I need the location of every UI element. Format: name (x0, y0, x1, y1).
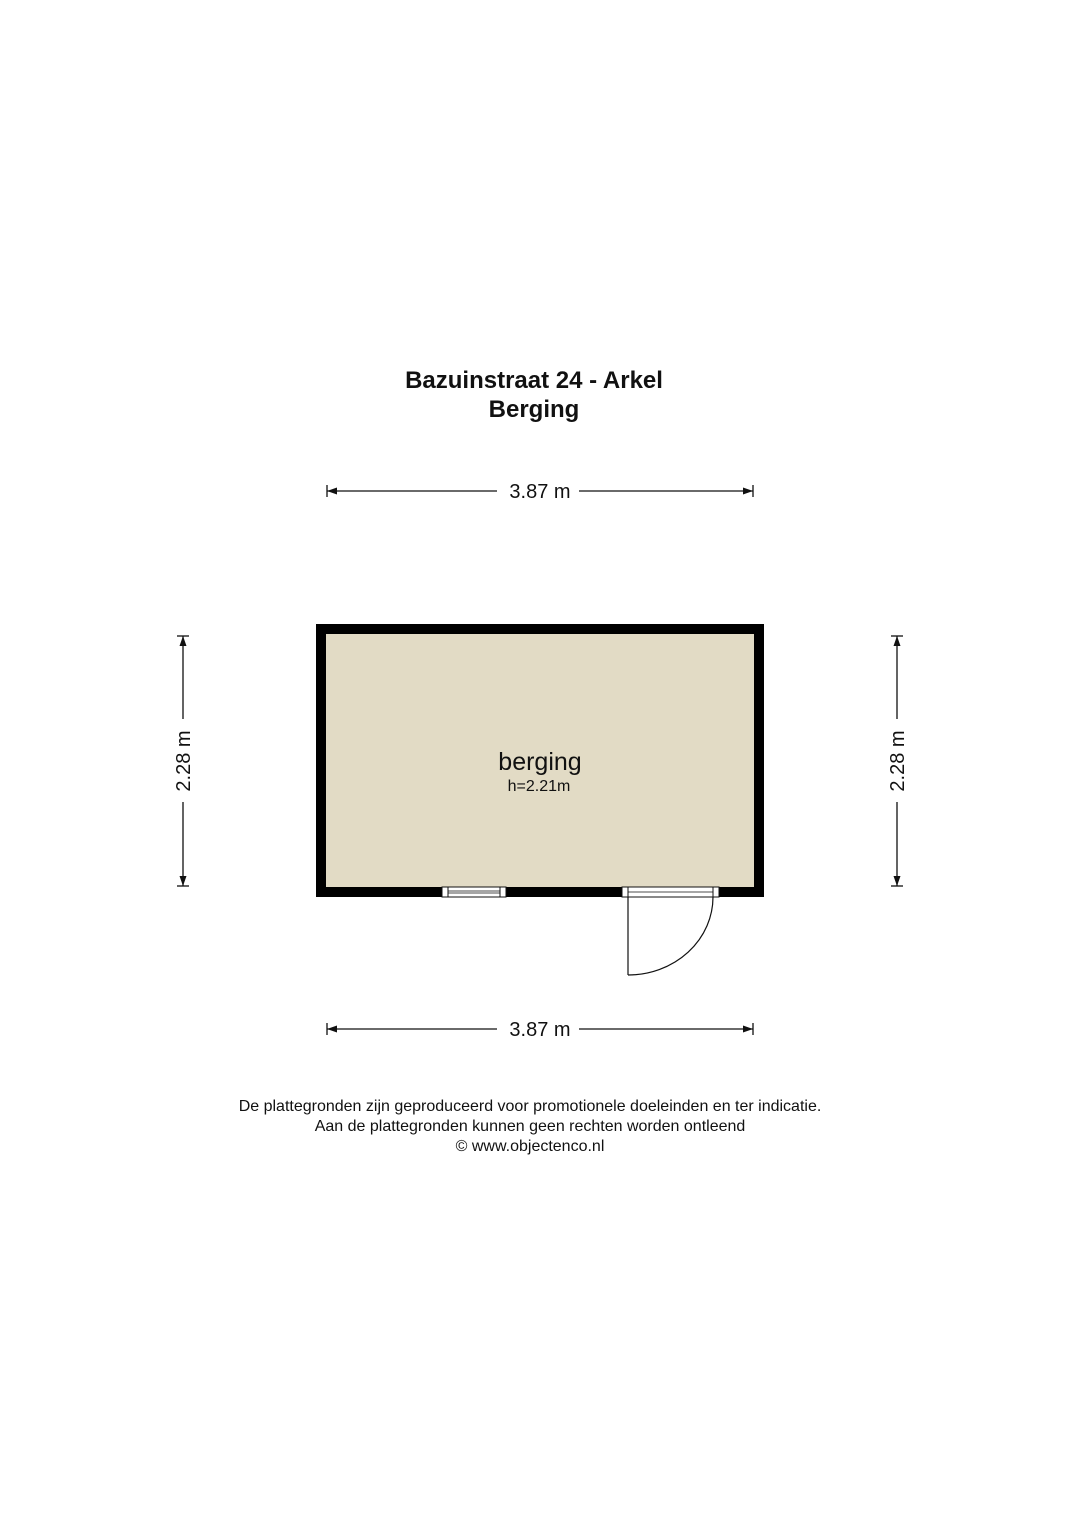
copyright-link[interactable]: © www.objectenco.nl (455, 1138, 605, 1155)
room-height: h=2.21m (507, 778, 571, 795)
door-swing-arc (628, 897, 713, 975)
wall-top (316, 624, 764, 634)
plan-address: Bazuinstraat 24 - Arkel (405, 367, 663, 394)
window (442, 887, 506, 897)
disclaimer (0, 1097, 1060, 1157)
dimension-left-label: 2.28 m (173, 730, 195, 792)
dimension-bottom-label: 3.87 m (509, 1019, 571, 1041)
room-name: berging (498, 748, 582, 776)
wall-bottom-middle (506, 887, 622, 897)
dimension-top-label: 3.87 m (509, 481, 571, 503)
plan-floor-name: Berging (488, 396, 580, 423)
wall-left (316, 624, 326, 897)
window-jamb-left (442, 887, 448, 897)
wall-right (754, 624, 764, 897)
dimension-left (173, 636, 195, 886)
dimension-right-label: 2.28 m (887, 730, 909, 792)
wall-bottom-left (316, 887, 442, 897)
window-jamb-right (500, 887, 506, 897)
dimension-bottom (327, 1019, 753, 1041)
door (622, 887, 719, 975)
disclaimer-line-2: Aan de plattegronden kunnen geen rechten worden ontleend (314, 1118, 746, 1135)
dimension-right (887, 636, 909, 886)
wall-bottom-right (719, 887, 764, 897)
disclaimer-line-1: De plattegronden zijn geproduceerd voor promotionele doeleinden en ter indicatie. (238, 1098, 822, 1115)
window-frame (442, 887, 506, 897)
door-jamb-left (622, 887, 628, 897)
dimension-top (327, 481, 753, 503)
door-jamb-right (713, 887, 719, 897)
room-berging (316, 624, 764, 975)
